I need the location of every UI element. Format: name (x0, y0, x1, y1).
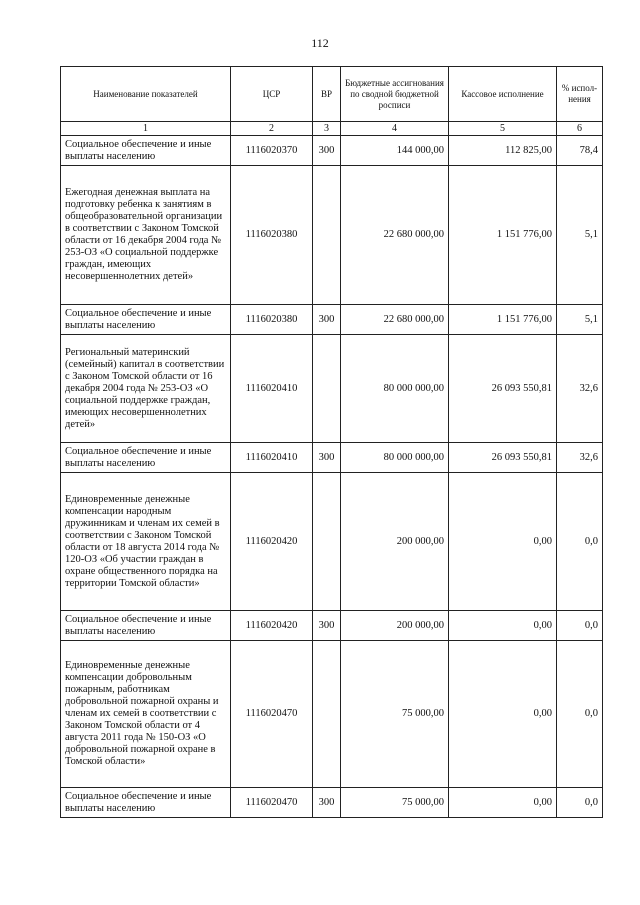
cell-cash: 0,00 (449, 641, 557, 788)
cell-vr: 300 (313, 788, 341, 818)
cell-name: Социальное обеспечение и иные выплаты населению (61, 443, 231, 473)
cell-name: Единовременные денежные компенсации народным дружинникам и членам их семей в соответствии с Законом Томской области от 18 августа 2014 года № 120-ОЗ «Об участии граждан в охране общественного порядка на территории Томской области» (61, 473, 231, 611)
cell-cash: 1 151 776,00 (449, 305, 557, 335)
header-budget: Бюджетные ассигнования по сводной бюджетной росписи (341, 67, 449, 122)
cell-vr: 300 (313, 136, 341, 166)
cell-csr: 1116020370 (231, 136, 313, 166)
cell-budget: 22 680 000,00 (341, 305, 449, 335)
table-row (61, 305, 603, 335)
cell-pct: 0,0 (557, 611, 603, 641)
cell-name: Социальное обеспечение и иные выплаты населению (61, 136, 231, 166)
cell-cash: 1 151 776,00 (449, 166, 557, 305)
cell-csr: 1116020410 (231, 443, 313, 473)
cell-pct: 0,0 (557, 641, 603, 788)
table-row (61, 335, 603, 443)
cell-csr: 1116020470 (231, 641, 313, 788)
table-row (61, 166, 603, 305)
cell-budget: 80 000 000,00 (341, 335, 449, 443)
cell-pct: 32,6 (557, 443, 603, 473)
cell-vr: 300 (313, 611, 341, 641)
cell-budget: 80 000 000,00 (341, 443, 449, 473)
cell-cash: 112 825,00 (449, 136, 557, 166)
cell-csr: 1116020420 (231, 473, 313, 611)
column-index: 6 (557, 122, 603, 136)
cell-csr: 1116020470 (231, 788, 313, 818)
cell-csr: 1116020420 (231, 611, 313, 641)
cell-cash: 0,00 (449, 473, 557, 611)
table-row (61, 473, 603, 611)
column-index: 1 (61, 122, 231, 136)
table-header-row (61, 67, 603, 122)
cell-cash: 26 093 550,81 (449, 335, 557, 443)
cell-budget: 200 000,00 (341, 473, 449, 611)
header-pct: % испол-нения (557, 67, 603, 122)
cell-pct: 5,1 (557, 166, 603, 305)
cell-vr (313, 166, 341, 305)
column-index: 2 (231, 122, 313, 136)
cell-name: Социальное обеспечение и иные выплаты населению (61, 611, 231, 641)
cell-name: Ежегодная денежная выплата на подготовку ребенка к занятиям в общеобразовательной организации в соответствии с Законом Томской области от 16 декабря 2004 года № 253-ОЗ «О социальной поддержке граждан, имеющих несовершеннолетних детей» (61, 166, 231, 305)
table-row (61, 611, 603, 641)
cell-budget: 75 000,00 (341, 788, 449, 818)
cell-vr (313, 335, 341, 443)
table-row (61, 136, 603, 166)
cell-vr (313, 641, 341, 788)
cell-vr: 300 (313, 443, 341, 473)
cell-name: Социальное обеспечение и иные выплаты населению (61, 305, 231, 335)
cell-budget: 144 000,00 (341, 136, 449, 166)
cell-cash: 26 093 550,81 (449, 443, 557, 473)
cell-vr: 300 (313, 305, 341, 335)
cell-vr (313, 473, 341, 611)
cell-name: Единовременные денежные компенсации добровольным пожарным, работникам добровольной пожарной охраны и членам их семей в соответствии с Законом Томской области от 4 августа 2011 года № 150-ОЗ «О добровольной пожарной охране в Томской области» (61, 641, 231, 788)
cell-budget: 75 000,00 (341, 641, 449, 788)
cell-pct: 5,1 (557, 305, 603, 335)
table-row (61, 443, 603, 473)
cell-pct: 0,0 (557, 788, 603, 818)
cell-csr: 1116020380 (231, 166, 313, 305)
header-vr: ВР (313, 67, 341, 122)
cell-cash: 0,00 (449, 611, 557, 641)
column-index: 5 (449, 122, 557, 136)
cell-budget: 22 680 000,00 (341, 166, 449, 305)
cell-name: Социальное обеспечение и иные выплаты населению (61, 788, 231, 818)
header-name: Наименование показателей (61, 67, 231, 122)
table-index-row (61, 122, 603, 136)
budget-execution-table (60, 66, 603, 818)
cell-csr: 1116020380 (231, 305, 313, 335)
table-row (61, 788, 603, 818)
header-cash: Кассовое исполнение (449, 67, 557, 122)
cell-pct: 32,6 (557, 335, 603, 443)
cell-csr: 1116020410 (231, 335, 313, 443)
cell-name: Региональный материнский (семейный) капитал в соответствии с Законом Томской области от 16 декабря 2004 года № 253-ОЗ «О социальной поддержке граждан, имеющих несовершеннолетних детей» (61, 335, 231, 443)
cell-pct: 0,0 (557, 473, 603, 611)
page-number: 112 (311, 36, 329, 50)
table-row (61, 641, 603, 788)
header-csr: ЦСР (231, 67, 313, 122)
column-index: 4 (341, 122, 449, 136)
cell-budget: 200 000,00 (341, 611, 449, 641)
cell-pct: 78,4 (557, 136, 603, 166)
column-index: 3 (313, 122, 341, 136)
cell-cash: 0,00 (449, 788, 557, 818)
